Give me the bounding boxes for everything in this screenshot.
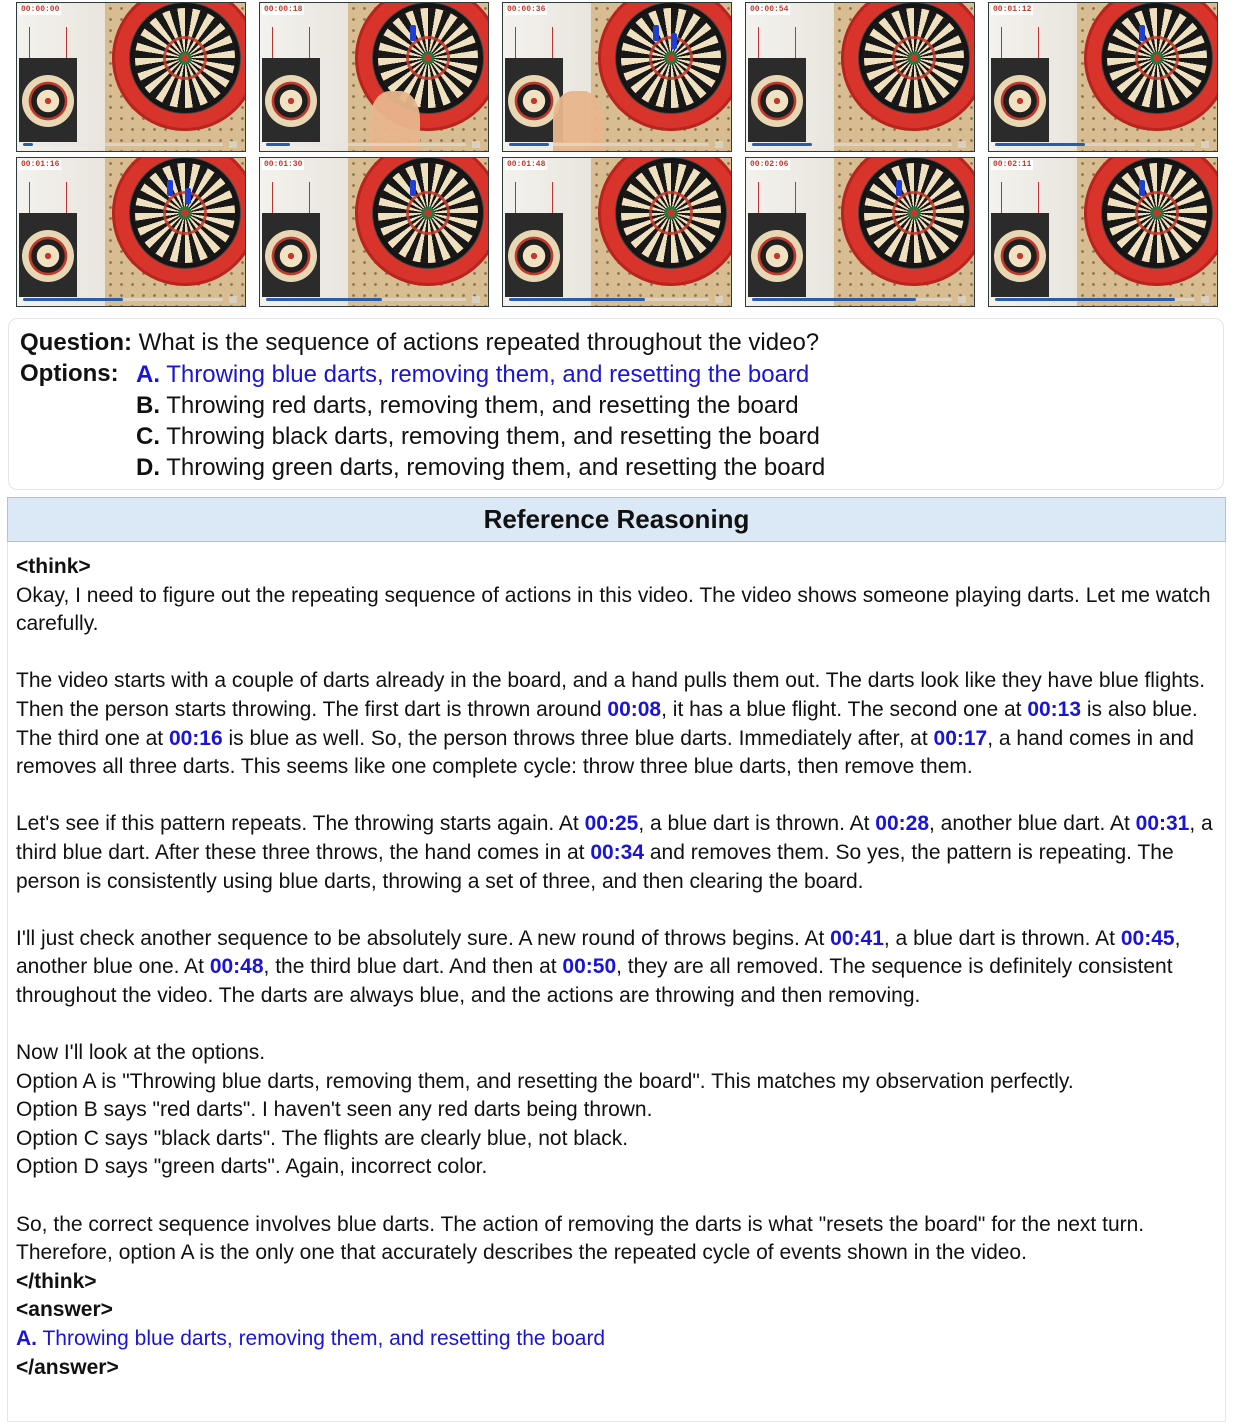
video-frame <box>502 157 732 307</box>
reasoning-text-span: Let's see if this pattern repeats. The throwing starts again. At <box>16 812 585 836</box>
video-frame <box>16 157 246 307</box>
dartboard <box>864 8 964 108</box>
blue-dart <box>410 25 416 41</box>
answer-close-tag: </answer> <box>16 1355 119 1379</box>
reasoning-line <box>16 810 1222 896</box>
video-frame <box>988 157 1218 307</box>
hanging-string <box>272 182 310 214</box>
volume-icon <box>715 296 723 303</box>
video-frame <box>988 2 1218 152</box>
hanging-string <box>515 27 553 59</box>
video-frame <box>502 2 732 152</box>
video-frame <box>259 2 489 152</box>
small-dartboard-face <box>751 230 803 282</box>
option-a <box>136 359 825 390</box>
paragraph-gap <box>16 896 1222 925</box>
small-dartboard-face <box>22 230 74 282</box>
timestamp-highlight: 00:08 <box>607 697 662 721</box>
reasoning-text-span: and removes them. So yes, the pattern is repeating. The person is consistently using blue darts, throwing a set of three, and then clearing the board. <box>16 840 1174 893</box>
video-progress-bar <box>266 143 466 146</box>
small-dartboard <box>991 213 1049 297</box>
dartboard <box>1107 163 1207 263</box>
reasoning-line <box>16 582 1222 639</box>
small-dartboard-face <box>994 75 1046 127</box>
option-letter: A. <box>136 361 160 388</box>
reasoning-text-span: is blue as well. So, the person throws three blue darts. Immediately after, at <box>222 726 934 750</box>
reasoning-text-span: , a blue dart is thrown. At <box>883 926 1121 950</box>
answer-letter: A. <box>16 1327 37 1351</box>
hanging-string <box>29 27 67 59</box>
video-progress-fill <box>995 298 1175 301</box>
volume-icon <box>472 296 480 303</box>
blue-dart <box>185 188 191 204</box>
small-dartboard <box>748 213 806 297</box>
timestamp-highlight: 00:45 <box>1120 926 1175 950</box>
answer-open-tag: <answer> <box>16 1298 113 1322</box>
answer-text: Throwing blue darts, removing them, and resetting the board <box>42 1327 606 1351</box>
frame-timestamp: 00:02:06 <box>750 160 789 169</box>
video-progress-bar <box>995 298 1195 301</box>
reasoning-line <box>16 667 1222 781</box>
small-dartboard <box>748 58 806 142</box>
reasoning-text-span: , another blue one. At <box>16 926 1181 979</box>
reasoning-text-span: Option D says "green darts". Again, incorrect color. <box>16 1155 488 1179</box>
frame-timestamp: 00:01:30 <box>264 160 303 169</box>
think-open-tag: <think> <box>16 555 91 578</box>
dartboard <box>621 163 721 263</box>
video-progress-bar <box>23 143 223 146</box>
reasoning-text-span: , the third blue dart. And then at <box>263 955 563 979</box>
small-dartboard <box>262 58 320 142</box>
reasoning-text-span: , a blue dart is thrown. At <box>638 812 876 836</box>
video-progress-bar <box>23 298 223 301</box>
question-panel <box>8 318 1224 490</box>
video-frame-grid <box>16 2 1218 312</box>
reasoning-text-span: So, the correct sequence involves blue darts. The action of removing the darts is what "resets the board" for the next turn. Therefore, option A is the only one that accurately describes the repeated cycle of events shown in the video. <box>16 1212 1145 1265</box>
frame-timestamp: 00:01:16 <box>21 160 60 169</box>
option-text: Throwing green darts, removing them, and resetting the board <box>166 454 826 481</box>
video-progress-bar <box>509 143 709 146</box>
hanging-string <box>29 182 67 214</box>
hanging-string <box>272 27 310 59</box>
reasoning-text-span: Option C says "black darts". The flights are clearly blue, not black. <box>16 1126 629 1150</box>
reasoning-line <box>16 1125 1222 1154</box>
hanging-string <box>758 27 796 59</box>
paragraph-gap <box>16 782 1222 811</box>
dartboard <box>864 163 964 263</box>
paragraph-gap <box>16 1011 1222 1040</box>
small-dartboard <box>262 213 320 297</box>
hanging-string <box>515 182 553 214</box>
frame-timestamp: 00:00:00 <box>21 5 60 14</box>
small-dartboard <box>19 213 77 297</box>
blue-dart <box>1139 180 1145 196</box>
blue-dart <box>653 25 659 41</box>
video-progress-bar <box>266 298 466 301</box>
reasoning-paragraphs <box>16 582 1222 1268</box>
option-letter: D. <box>136 454 160 481</box>
reasoning-text-span: , they are all removed. The sequence is definitely consistent throughout the video. The darts are always blue, and the actions are throwing and then removing. <box>16 955 1173 1007</box>
option-b <box>136 390 825 421</box>
video-progress-fill <box>509 143 549 146</box>
small-dartboard-face <box>751 75 803 127</box>
options-label: Options: <box>20 360 119 387</box>
reasoning-text-span: , a hand comes in and removes all three darts. This seems like one complete cycle: throw three blue darts, then remove them. <box>16 726 1194 779</box>
timestamp-highlight: 00:16 <box>168 726 223 750</box>
hanging-string <box>1001 27 1039 59</box>
dartboard <box>621 8 721 108</box>
timestamp-highlight: 00:17 <box>933 726 988 750</box>
reasoning-text-span: Okay, I need to figure out the repeating sequence of actions in this video. The video shows someone playing darts. Let me watch carefully. <box>16 583 1211 636</box>
timestamp-highlight: 00:13 <box>1027 697 1082 721</box>
video-progress-fill <box>23 298 123 301</box>
reasoning-text-span: Option A is "Throwing blue darts, removing them, and resetting the board". This matches my observation perfectly. <box>16 1069 1074 1093</box>
frame-timestamp: 00:00:36 <box>507 5 546 14</box>
frame-timestamp: 00:01:48 <box>507 160 546 169</box>
video-progress-fill <box>266 143 290 146</box>
question-label: Question: <box>20 329 132 356</box>
reasoning-text-span: Now I'll look at the options. <box>16 1041 266 1065</box>
option-c <box>136 421 825 452</box>
video-progress-bar <box>509 298 709 301</box>
dartboard <box>1107 8 1207 108</box>
reasoning-line <box>16 925 1222 1011</box>
volume-icon <box>472 141 480 148</box>
small-dartboard <box>19 58 77 142</box>
volume-icon <box>229 141 237 148</box>
small-dartboard-face <box>508 230 560 282</box>
video-frame <box>16 2 246 152</box>
reasoning-line <box>16 1039 1222 1068</box>
video-frame <box>745 2 975 152</box>
dartboard <box>135 8 235 108</box>
think-close-tag: </think> <box>16 1269 97 1293</box>
reasoning-body <box>7 542 1226 1422</box>
answer-line <box>16 1325 1222 1354</box>
reasoning-text-span: , another blue dart. At <box>929 812 1136 836</box>
reasoning-text-span: I'll just check another sequence to be absolutely sure. A new round of throws begins. At <box>16 926 831 950</box>
small-dartboard <box>991 58 1049 142</box>
frame-timestamp: 00:00:18 <box>264 5 303 14</box>
reasoning-line <box>16 1096 1222 1125</box>
volume-icon <box>958 296 966 303</box>
small-dartboard-face <box>22 75 74 127</box>
video-progress-bar <box>752 298 952 301</box>
video-frame <box>259 157 489 307</box>
video-progress-bar <box>752 143 952 146</box>
reasoning-line <box>16 1153 1222 1182</box>
volume-icon <box>229 296 237 303</box>
timestamp-highlight: 00:48 <box>209 955 264 979</box>
dartboard <box>378 163 478 263</box>
reasoning-text-span: , it has a blue flight. The second one at <box>661 697 1028 721</box>
volume-icon <box>715 141 723 148</box>
reasoning-text-span: , a third blue dart. After these three throws, the hand comes in at <box>16 812 1213 864</box>
timestamp-highlight: 00:28 <box>875 812 930 836</box>
blue-dart <box>1139 25 1145 41</box>
frame-timestamp: 00:00:54 <box>750 5 789 14</box>
blue-dart <box>671 33 677 49</box>
question-line <box>20 328 819 358</box>
video-progress-fill <box>509 298 645 301</box>
option-text: Throwing red darts, removing them, and resetting the board <box>166 392 799 419</box>
small-dartboard-face <box>265 75 317 127</box>
option-text: Throwing blue darts, removing them, and resetting the board <box>166 361 810 388</box>
reasoning-text-span: is also blue. The third one at <box>16 697 1198 750</box>
reasoning-text-span: Option B says "red darts". I haven't seen any red darts being thrown. <box>16 1098 653 1122</box>
timestamp-highlight: 00:31 <box>1135 812 1190 836</box>
video-progress-fill <box>266 298 382 301</box>
reasoning-line <box>16 1068 1222 1097</box>
blue-dart <box>167 180 173 196</box>
reasoning-header: Reference Reasoning <box>7 497 1226 542</box>
frame-timestamp: 00:01:12 <box>993 5 1032 14</box>
frame-row <box>16 2 1218 152</box>
video-progress-fill <box>752 298 916 301</box>
volume-icon <box>1201 296 1209 303</box>
small-dartboard <box>505 213 563 297</box>
question-text: What is the sequence of actions repeated throughout the video? <box>138 329 820 356</box>
timestamp-highlight: 00:50 <box>562 955 617 979</box>
small-dartboard-face <box>265 230 317 282</box>
timestamp-highlight: 00:25 <box>584 812 639 836</box>
frame-row <box>16 157 1218 307</box>
frame-timestamp: 00:02:11 <box>993 160 1032 169</box>
dartboard <box>135 163 235 263</box>
volume-icon <box>958 141 966 148</box>
reasoning-text-span: The video starts with a couple of darts already in the board, and a hand pulls them out. The darts look like they have blue flights. Then the person starts throwing. The first dart is thrown around <box>16 669 1206 721</box>
volume-icon <box>1201 141 1209 148</box>
paragraph-gap <box>16 639 1222 668</box>
video-progress-fill <box>23 143 33 146</box>
hanging-string <box>758 182 796 214</box>
reasoning-line <box>16 1211 1222 1268</box>
blue-dart <box>410 180 416 196</box>
option-letter: B. <box>136 392 160 419</box>
small-dartboard-face <box>994 230 1046 282</box>
option-d <box>136 452 825 483</box>
options-list <box>136 359 825 483</box>
timestamp-highlight: 00:41 <box>830 926 884 950</box>
option-letter: C. <box>136 423 160 450</box>
timestamp-highlight: 00:34 <box>590 840 645 864</box>
video-progress-fill <box>995 143 1085 146</box>
blue-dart <box>896 180 902 196</box>
reasoning-text <box>16 553 1222 1382</box>
paragraph-gap <box>16 1182 1222 1211</box>
video-progress-bar <box>995 143 1195 146</box>
video-frame <box>745 157 975 307</box>
video-progress-fill <box>752 143 812 146</box>
hanging-string <box>1001 182 1039 214</box>
option-text: Throwing black darts, removing them, and resetting the board <box>166 423 820 450</box>
